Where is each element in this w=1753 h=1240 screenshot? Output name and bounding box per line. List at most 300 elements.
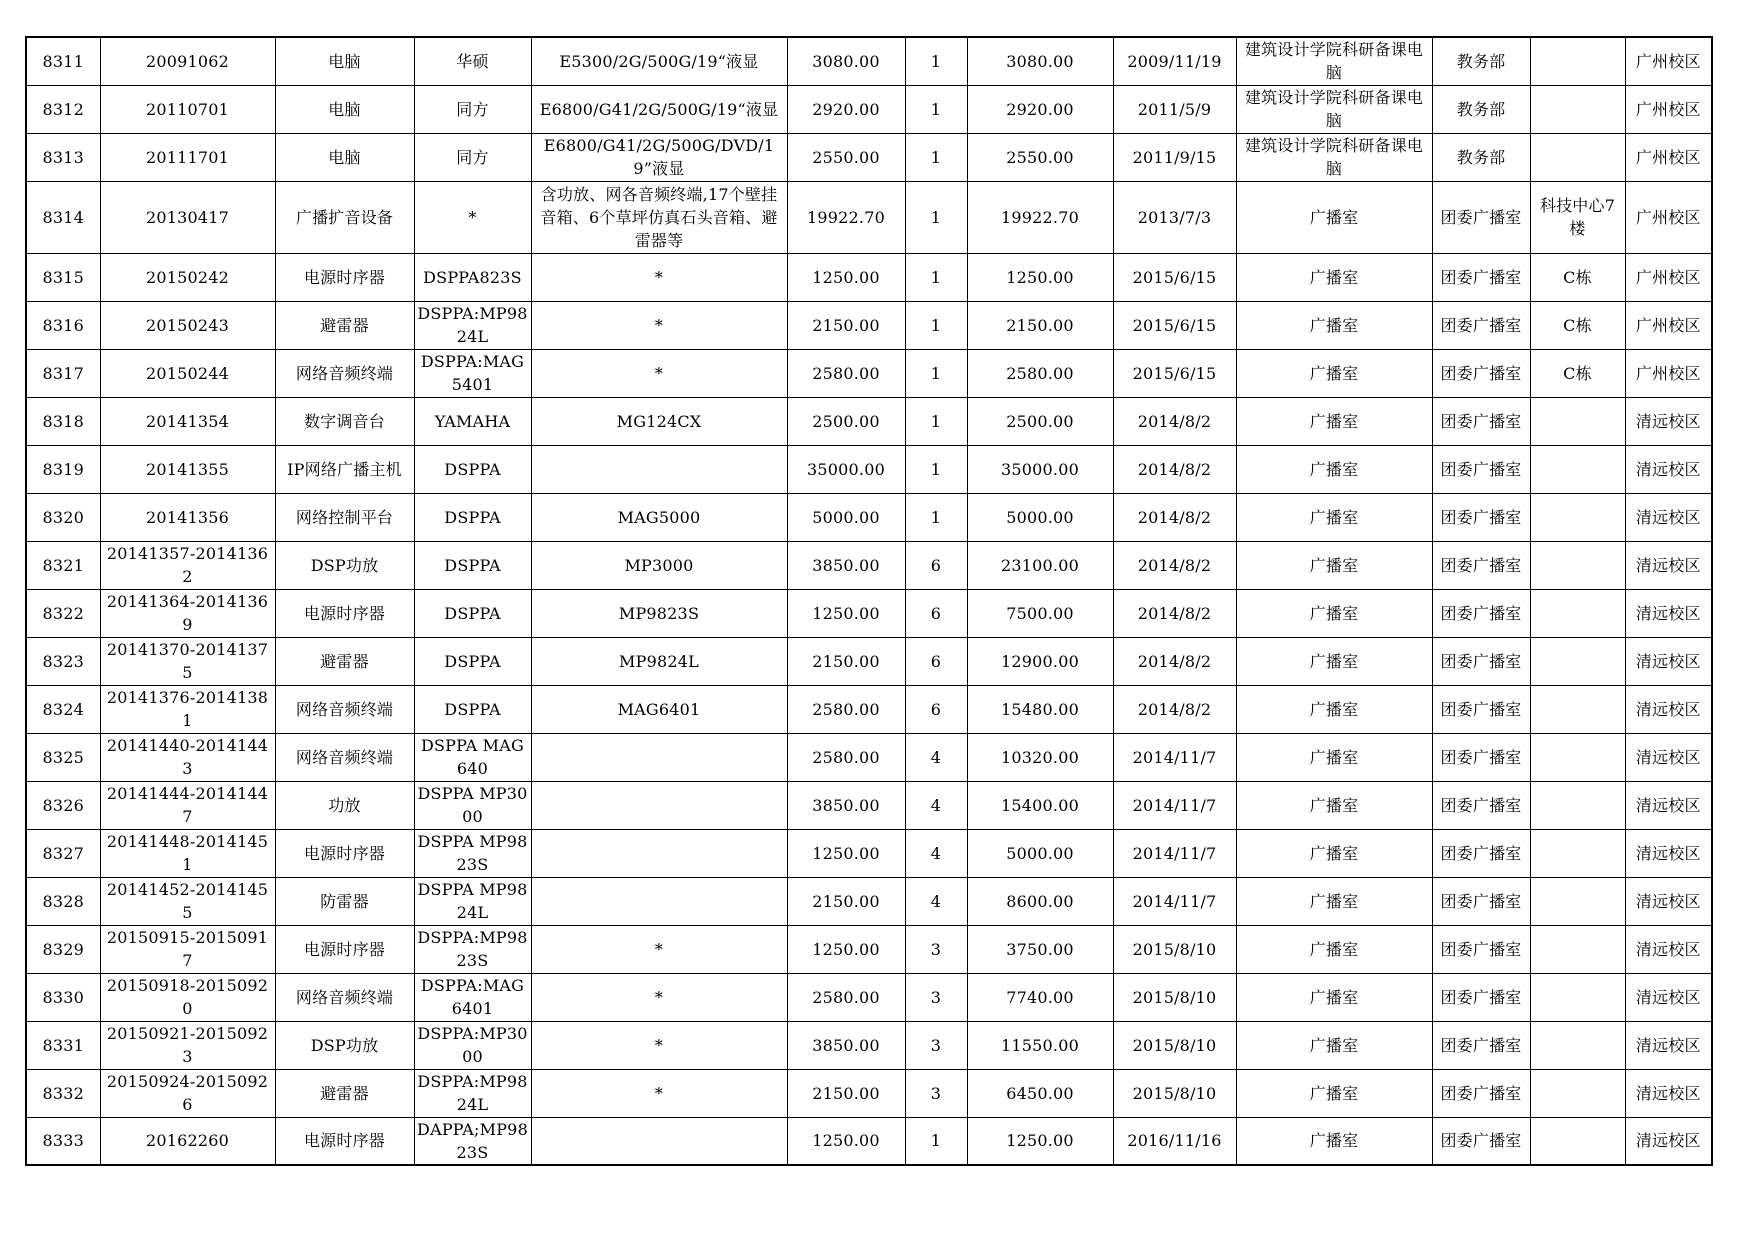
- table-row: [26, 925, 1712, 973]
- cell-department: 团委广播室: [1432, 829, 1530, 877]
- cell-usage: 广播室: [1236, 973, 1432, 1021]
- cell-asset-code: 20130417: [100, 181, 275, 253]
- cell-usage: 建筑设计学院科研备课电脑: [1236, 37, 1432, 85]
- cell-campus: 清远校区: [1625, 445, 1712, 493]
- cell-campus: 清远校区: [1625, 1117, 1712, 1165]
- cell-quantity: 3: [905, 1021, 967, 1069]
- cell-unit-price: 2550.00: [787, 133, 905, 181]
- cell-purchase-date: 2015/8/10: [1113, 973, 1236, 1021]
- cell-row-number: 8325: [26, 733, 100, 781]
- cell-purchase-date: 2015/8/10: [1113, 1069, 1236, 1117]
- cell-asset-code: 20141448-20141451: [100, 829, 275, 877]
- cell-specification: *: [531, 973, 787, 1021]
- cell-specification: [531, 829, 787, 877]
- cell-total-amount: 7740.00: [967, 973, 1113, 1021]
- cell-department: 教务部: [1432, 37, 1530, 85]
- cell-unit-price: 2150.00: [787, 301, 905, 349]
- cell-usage: 广播室: [1236, 877, 1432, 925]
- cell-specification: [531, 781, 787, 829]
- cell-unit-price: 35000.00: [787, 445, 905, 493]
- cell-purchase-date: 2015/6/15: [1113, 253, 1236, 301]
- cell-purchase-date: 2011/5/9: [1113, 85, 1236, 133]
- table-row: [26, 181, 1712, 253]
- cell-total-amount: 12900.00: [967, 637, 1113, 685]
- cell-unit-price: 3850.00: [787, 541, 905, 589]
- cell-department: 团委广播室: [1432, 301, 1530, 349]
- cell-campus: 清远校区: [1625, 781, 1712, 829]
- cell-row-number: 8313: [26, 133, 100, 181]
- cell-location: [1530, 85, 1625, 133]
- cell-usage: 广播室: [1236, 541, 1432, 589]
- cell-quantity: 4: [905, 781, 967, 829]
- cell-quantity: 1: [905, 397, 967, 445]
- cell-location: 科技中心7楼: [1530, 181, 1625, 253]
- cell-quantity: 1: [905, 445, 967, 493]
- cell-asset-name: 数字调音台: [275, 397, 414, 445]
- table-row: [26, 301, 1712, 349]
- cell-campus: 清远校区: [1625, 541, 1712, 589]
- cell-purchase-date: 2014/11/7: [1113, 781, 1236, 829]
- cell-specification: [531, 1117, 787, 1165]
- cell-usage: 广播室: [1236, 685, 1432, 733]
- cell-brand-model: 同方: [414, 133, 531, 181]
- cell-campus: 清远校区: [1625, 973, 1712, 1021]
- table-row: [26, 541, 1712, 589]
- cell-unit-price: 2920.00: [787, 85, 905, 133]
- cell-asset-code: 20150924-20150926: [100, 1069, 275, 1117]
- cell-total-amount: 23100.00: [967, 541, 1113, 589]
- cell-unit-price: 3850.00: [787, 781, 905, 829]
- cell-asset-code: 20141364-20141369: [100, 589, 275, 637]
- cell-asset-name: 电脑: [275, 133, 414, 181]
- cell-location: [1530, 925, 1625, 973]
- cell-brand-model: DSPPA MP9824L: [414, 877, 531, 925]
- cell-row-number: 8326: [26, 781, 100, 829]
- cell-department: 团委广播室: [1432, 1021, 1530, 1069]
- cell-specification: [531, 877, 787, 925]
- cell-unit-price: 3850.00: [787, 1021, 905, 1069]
- cell-department: 团委广播室: [1432, 973, 1530, 1021]
- cell-usage: 广播室: [1236, 301, 1432, 349]
- cell-asset-name: 网络控制平台: [275, 493, 414, 541]
- cell-department: 团委广播室: [1432, 685, 1530, 733]
- cell-total-amount: 1250.00: [967, 253, 1113, 301]
- cell-purchase-date: 2014/8/2: [1113, 493, 1236, 541]
- cell-usage: 广播室: [1236, 493, 1432, 541]
- cell-location: [1530, 397, 1625, 445]
- cell-usage: 广播室: [1236, 925, 1432, 973]
- cell-unit-price: 1250.00: [787, 1117, 905, 1165]
- cell-row-number: 8333: [26, 1117, 100, 1165]
- cell-quantity: 1: [905, 85, 967, 133]
- cell-campus: 清远校区: [1625, 397, 1712, 445]
- cell-usage: 广播室: [1236, 1021, 1432, 1069]
- cell-location: [1530, 781, 1625, 829]
- cell-campus: 清远校区: [1625, 637, 1712, 685]
- cell-usage: 广播室: [1236, 445, 1432, 493]
- cell-total-amount: 2920.00: [967, 85, 1113, 133]
- cell-campus: 清远校区: [1625, 925, 1712, 973]
- table-row: [26, 877, 1712, 925]
- table-row: [26, 781, 1712, 829]
- cell-purchase-date: 2014/11/7: [1113, 877, 1236, 925]
- cell-specification: MAG6401: [531, 685, 787, 733]
- cell-quantity: 1: [905, 37, 967, 85]
- cell-row-number: 8319: [26, 445, 100, 493]
- cell-location: C栋: [1530, 349, 1625, 397]
- cell-total-amount: 2150.00: [967, 301, 1113, 349]
- cell-specification: 含功放、网各音频终端,17个壁挂音箱、6个草坪仿真石头音箱、避雷器等: [531, 181, 787, 253]
- cell-department: 团委广播室: [1432, 541, 1530, 589]
- cell-asset-code: 20150915-20150917: [100, 925, 275, 973]
- cell-quantity: 1: [905, 301, 967, 349]
- cell-department: 团委广播室: [1432, 925, 1530, 973]
- table-row: [26, 973, 1712, 1021]
- cell-usage: 广播室: [1236, 349, 1432, 397]
- cell-brand-model: DSPPA: [414, 637, 531, 685]
- cell-purchase-date: 2014/8/2: [1113, 637, 1236, 685]
- cell-row-number: 8330: [26, 973, 100, 1021]
- cell-quantity: 3: [905, 973, 967, 1021]
- cell-row-number: 8323: [26, 637, 100, 685]
- cell-unit-price: 19922.70: [787, 181, 905, 253]
- cell-location: C栋: [1530, 253, 1625, 301]
- cell-brand-model: 同方: [414, 85, 531, 133]
- cell-campus: 广州校区: [1625, 349, 1712, 397]
- cell-asset-code: 20141370-20141375: [100, 637, 275, 685]
- table-row: [26, 493, 1712, 541]
- cell-campus: 清远校区: [1625, 589, 1712, 637]
- cell-quantity: 6: [905, 541, 967, 589]
- cell-total-amount: 7500.00: [967, 589, 1113, 637]
- cell-brand-model: DSPPA:MP9824L: [414, 301, 531, 349]
- cell-campus: 广州校区: [1625, 37, 1712, 85]
- cell-total-amount: 3080.00: [967, 37, 1113, 85]
- cell-department: 团委广播室: [1432, 877, 1530, 925]
- cell-brand-model: DSPPA: [414, 589, 531, 637]
- cell-campus: 广州校区: [1625, 253, 1712, 301]
- cell-total-amount: 8600.00: [967, 877, 1113, 925]
- cell-brand-model: DSPPA:MAG5401: [414, 349, 531, 397]
- cell-asset-name: 电源时序器: [275, 925, 414, 973]
- cell-brand-model: DSPPA:MP3000: [414, 1021, 531, 1069]
- cell-unit-price: 2150.00: [787, 637, 905, 685]
- cell-location: [1530, 1117, 1625, 1165]
- cell-asset-name: 电源时序器: [275, 829, 414, 877]
- cell-quantity: 1: [905, 349, 967, 397]
- cell-department: 团委广播室: [1432, 397, 1530, 445]
- cell-total-amount: 15400.00: [967, 781, 1113, 829]
- cell-total-amount: 11550.00: [967, 1021, 1113, 1069]
- table-row: [26, 397, 1712, 445]
- cell-department: 团委广播室: [1432, 589, 1530, 637]
- cell-campus: 广州校区: [1625, 85, 1712, 133]
- cell-unit-price: 2580.00: [787, 685, 905, 733]
- cell-location: [1530, 589, 1625, 637]
- cell-unit-price: 2580.00: [787, 733, 905, 781]
- table-row: [26, 637, 1712, 685]
- cell-location: [1530, 133, 1625, 181]
- cell-specification: MG124CX: [531, 397, 787, 445]
- cell-purchase-date: 2015/8/10: [1113, 925, 1236, 973]
- cell-campus: 清远校区: [1625, 1021, 1712, 1069]
- cell-usage: 建筑设计学院科研备课电脑: [1236, 85, 1432, 133]
- cell-specification: *: [531, 253, 787, 301]
- cell-asset-code: 20141357-20141362: [100, 541, 275, 589]
- cell-specification: *: [531, 1021, 787, 1069]
- cell-asset-code: 20150244: [100, 349, 275, 397]
- cell-location: [1530, 493, 1625, 541]
- cell-asset-name: DSP功放: [275, 541, 414, 589]
- cell-location: [1530, 829, 1625, 877]
- cell-specification: MP9824L: [531, 637, 787, 685]
- cell-asset-name: 防雷器: [275, 877, 414, 925]
- cell-brand-model: DSPPA: [414, 541, 531, 589]
- cell-row-number: 8321: [26, 541, 100, 589]
- cell-location: [1530, 445, 1625, 493]
- cell-usage: 广播室: [1236, 181, 1432, 253]
- cell-unit-price: 1250.00: [787, 253, 905, 301]
- cell-quantity: 3: [905, 925, 967, 973]
- cell-total-amount: 1250.00: [967, 1117, 1113, 1165]
- cell-row-number: 8332: [26, 1069, 100, 1117]
- cell-asset-code: 20141452-20141455: [100, 877, 275, 925]
- cell-total-amount: 35000.00: [967, 445, 1113, 493]
- cell-location: [1530, 685, 1625, 733]
- cell-total-amount: 2500.00: [967, 397, 1113, 445]
- cell-unit-price: 1250.00: [787, 829, 905, 877]
- cell-asset-code: 20141376-20141381: [100, 685, 275, 733]
- cell-asset-code: 20150918-20150920: [100, 973, 275, 1021]
- cell-department: 团委广播室: [1432, 349, 1530, 397]
- cell-purchase-date: 2014/8/2: [1113, 589, 1236, 637]
- cell-purchase-date: 2013/7/3: [1113, 181, 1236, 253]
- cell-asset-code: 20091062: [100, 37, 275, 85]
- cell-department: 团委广播室: [1432, 493, 1530, 541]
- cell-usage: 广播室: [1236, 589, 1432, 637]
- cell-asset-code: 20111701: [100, 133, 275, 181]
- cell-total-amount: 2580.00: [967, 349, 1113, 397]
- cell-campus: 广州校区: [1625, 133, 1712, 181]
- cell-total-amount: 6450.00: [967, 1069, 1113, 1117]
- cell-campus: 清远校区: [1625, 877, 1712, 925]
- cell-purchase-date: 2011/9/15: [1113, 133, 1236, 181]
- cell-department: 团委广播室: [1432, 253, 1530, 301]
- cell-purchase-date: 2014/11/7: [1113, 733, 1236, 781]
- cell-location: [1530, 1069, 1625, 1117]
- cell-asset-code: 20162260: [100, 1117, 275, 1165]
- cell-unit-price: 2500.00: [787, 397, 905, 445]
- cell-brand-model: 华硕: [414, 37, 531, 85]
- cell-specification: *: [531, 925, 787, 973]
- table-row: [26, 685, 1712, 733]
- cell-row-number: 8327: [26, 829, 100, 877]
- cell-usage: 广播室: [1236, 397, 1432, 445]
- cell-total-amount: 5000.00: [967, 829, 1113, 877]
- cell-row-number: 8329: [26, 925, 100, 973]
- cell-row-number: 8312: [26, 85, 100, 133]
- cell-usage: 广播室: [1236, 1117, 1432, 1165]
- cell-specification: *: [531, 301, 787, 349]
- cell-department: 团委广播室: [1432, 781, 1530, 829]
- cell-quantity: 6: [905, 589, 967, 637]
- cell-purchase-date: 2015/8/10: [1113, 1021, 1236, 1069]
- cell-quantity: 1: [905, 181, 967, 253]
- cell-asset-name: 网络音频终端: [275, 733, 414, 781]
- cell-row-number: 8316: [26, 301, 100, 349]
- cell-specification: E6800/G41/2G/500G/DVD/19”液显: [531, 133, 787, 181]
- cell-asset-name: 网络音频终端: [275, 973, 414, 1021]
- table-row: [26, 37, 1712, 85]
- cell-specification: E5300/2G/500G/19“液显: [531, 37, 787, 85]
- cell-specification: *: [531, 1069, 787, 1117]
- cell-brand-model: *: [414, 181, 531, 253]
- cell-department: 教务部: [1432, 133, 1530, 181]
- cell-quantity: 1: [905, 1117, 967, 1165]
- cell-brand-model: DSPPA823S: [414, 253, 531, 301]
- cell-location: [1530, 37, 1625, 85]
- cell-brand-model: DSPPA MP3000: [414, 781, 531, 829]
- cell-usage: 广播室: [1236, 637, 1432, 685]
- cell-quantity: 1: [905, 133, 967, 181]
- table-row: [26, 1069, 1712, 1117]
- cell-asset-name: 避雷器: [275, 637, 414, 685]
- cell-unit-price: 2150.00: [787, 1069, 905, 1117]
- cell-row-number: 8320: [26, 493, 100, 541]
- cell-purchase-date: 2014/8/2: [1113, 397, 1236, 445]
- cell-quantity: 4: [905, 829, 967, 877]
- cell-asset-code: 20150242: [100, 253, 275, 301]
- cell-usage: 广播室: [1236, 781, 1432, 829]
- cell-department: 团委广播室: [1432, 637, 1530, 685]
- cell-specification: *: [531, 349, 787, 397]
- cell-brand-model: DSPPA MAG640: [414, 733, 531, 781]
- cell-asset-name: 网络音频终端: [275, 349, 414, 397]
- cell-quantity: 3: [905, 1069, 967, 1117]
- cell-asset-name: 电脑: [275, 85, 414, 133]
- cell-department: 团委广播室: [1432, 181, 1530, 253]
- cell-campus: 清远校区: [1625, 493, 1712, 541]
- cell-asset-code: 20150921-20150923: [100, 1021, 275, 1069]
- cell-row-number: 8315: [26, 253, 100, 301]
- cell-asset-name: 避雷器: [275, 301, 414, 349]
- cell-campus: 广州校区: [1625, 181, 1712, 253]
- cell-brand-model: DSPPA: [414, 445, 531, 493]
- cell-department: 教务部: [1432, 85, 1530, 133]
- cell-usage: 广播室: [1236, 253, 1432, 301]
- cell-asset-code: 20150243: [100, 301, 275, 349]
- cell-location: [1530, 877, 1625, 925]
- cell-location: [1530, 1021, 1625, 1069]
- cell-purchase-date: 2014/8/2: [1113, 685, 1236, 733]
- cell-campus: 清远校区: [1625, 733, 1712, 781]
- cell-campus: 清远校区: [1625, 829, 1712, 877]
- cell-asset-name: IP网络广播主机: [275, 445, 414, 493]
- cell-location: [1530, 637, 1625, 685]
- table-body: [26, 37, 1712, 1165]
- cell-total-amount: 5000.00: [967, 493, 1113, 541]
- cell-campus: 清远校区: [1625, 685, 1712, 733]
- cell-asset-name: 避雷器: [275, 1069, 414, 1117]
- cell-quantity: 4: [905, 733, 967, 781]
- cell-unit-price: 1250.00: [787, 925, 905, 973]
- cell-brand-model: DSPPA:MP9824L: [414, 1069, 531, 1117]
- cell-quantity: 4: [905, 877, 967, 925]
- cell-brand-model: DSPPA: [414, 493, 531, 541]
- cell-purchase-date: 2014/8/2: [1113, 541, 1236, 589]
- cell-unit-price: 2580.00: [787, 973, 905, 1021]
- cell-asset-code: 20141355: [100, 445, 275, 493]
- table-row: [26, 829, 1712, 877]
- cell-quantity: 6: [905, 637, 967, 685]
- cell-unit-price: 2580.00: [787, 349, 905, 397]
- cell-asset-code: 20141440-20141443: [100, 733, 275, 781]
- cell-quantity: 1: [905, 493, 967, 541]
- cell-brand-model: DSPPA:MP9823S: [414, 925, 531, 973]
- cell-location: [1530, 973, 1625, 1021]
- cell-purchase-date: 2014/11/7: [1113, 829, 1236, 877]
- cell-campus: 清远校区: [1625, 1069, 1712, 1117]
- cell-unit-price: 5000.00: [787, 493, 905, 541]
- cell-row-number: 8317: [26, 349, 100, 397]
- cell-asset-code: 20110701: [100, 85, 275, 133]
- table-row: [26, 349, 1712, 397]
- cell-brand-model: YAMAHA: [414, 397, 531, 445]
- cell-total-amount: 2550.00: [967, 133, 1113, 181]
- cell-row-number: 8318: [26, 397, 100, 445]
- cell-row-number: 8322: [26, 589, 100, 637]
- table-row: [26, 133, 1712, 181]
- cell-location: C栋: [1530, 301, 1625, 349]
- cell-asset-name: 广播扩音设备: [275, 181, 414, 253]
- cell-specification: MP3000: [531, 541, 787, 589]
- cell-department: 团委广播室: [1432, 1117, 1530, 1165]
- asset-table: [25, 36, 1713, 1166]
- cell-brand-model: DSPPA: [414, 685, 531, 733]
- cell-total-amount: 10320.00: [967, 733, 1113, 781]
- cell-asset-name: 功放: [275, 781, 414, 829]
- table-row: [26, 589, 1712, 637]
- cell-brand-model: DSPPA MP9823S: [414, 829, 531, 877]
- table-row: [26, 253, 1712, 301]
- cell-quantity: 6: [905, 685, 967, 733]
- cell-asset-code: 20141444-20141447: [100, 781, 275, 829]
- cell-usage: 建筑设计学院科研备课电脑: [1236, 133, 1432, 181]
- cell-location: [1530, 541, 1625, 589]
- cell-purchase-date: 2015/6/15: [1113, 301, 1236, 349]
- table-row: [26, 445, 1712, 493]
- table-row: [26, 733, 1712, 781]
- cell-asset-code: 20141354: [100, 397, 275, 445]
- cell-specification: [531, 733, 787, 781]
- cell-asset-name: 电源时序器: [275, 253, 414, 301]
- cell-row-number: 8331: [26, 1021, 100, 1069]
- cell-unit-price: 1250.00: [787, 589, 905, 637]
- cell-unit-price: 2150.00: [787, 877, 905, 925]
- cell-usage: 广播室: [1236, 733, 1432, 781]
- cell-department: 团委广播室: [1432, 445, 1530, 493]
- cell-department: 团委广播室: [1432, 1069, 1530, 1117]
- cell-quantity: 1: [905, 253, 967, 301]
- cell-purchase-date: 2009/11/19: [1113, 37, 1236, 85]
- cell-asset-code: 20141356: [100, 493, 275, 541]
- table-row: [26, 1021, 1712, 1069]
- table-row: [26, 85, 1712, 133]
- cell-row-number: 8311: [26, 37, 100, 85]
- cell-asset-name: 网络音频终端: [275, 685, 414, 733]
- cell-unit-price: 3080.00: [787, 37, 905, 85]
- cell-row-number: 8328: [26, 877, 100, 925]
